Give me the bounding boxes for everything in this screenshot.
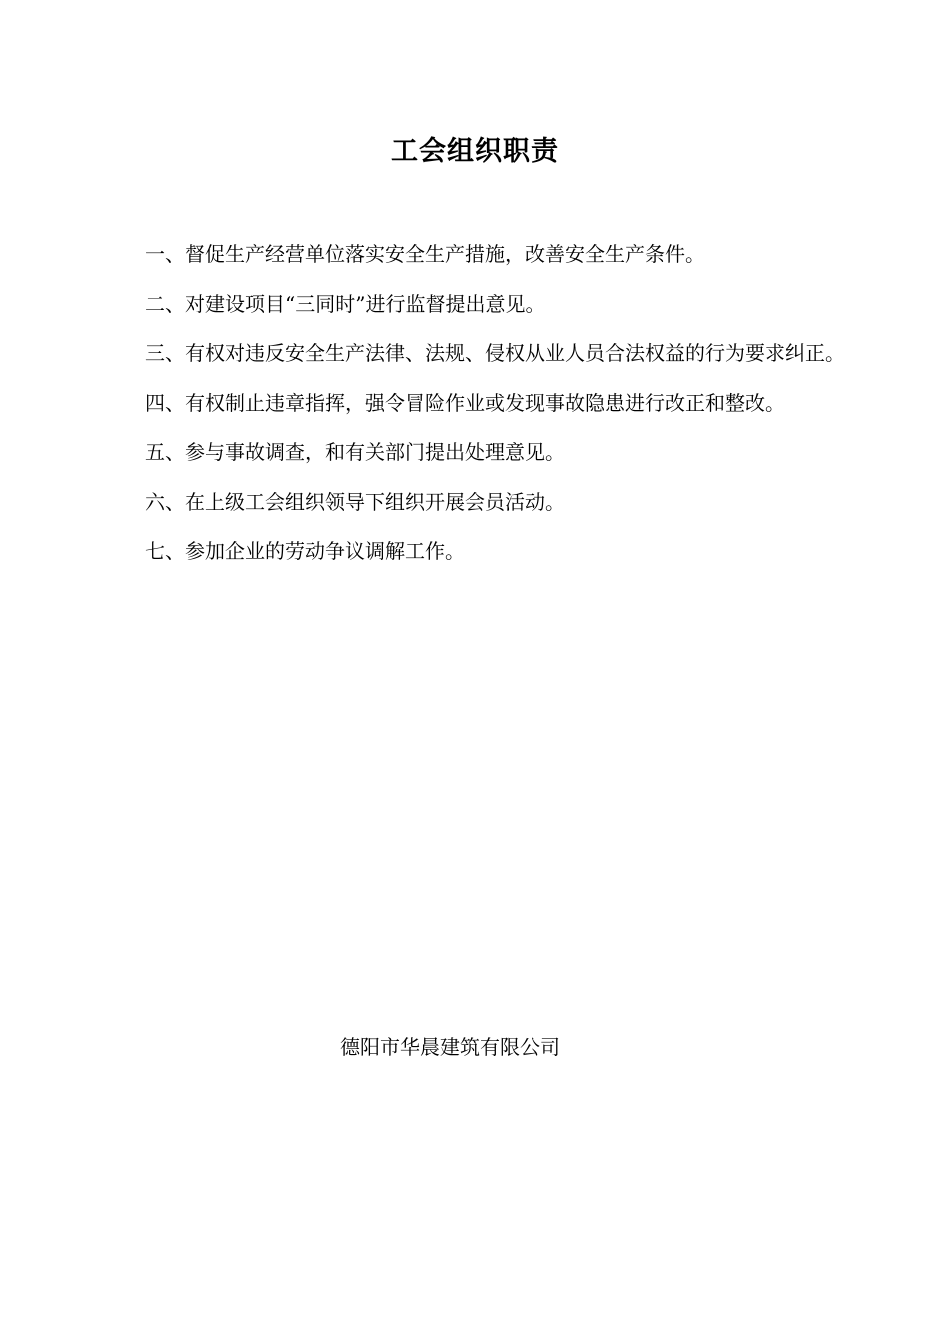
item-text: 在上级工会组织领导下组织开展会员活动。	[185, 489, 565, 514]
document-title: 工会组织职责	[391, 136, 559, 167]
list-item	[145, 230, 865, 280]
item-number: 三、	[145, 341, 185, 365]
item-text: 参与事故调查，和有关部门提出处理意见。	[185, 440, 565, 464]
company-name: 德阳市华晨建筑有限公司	[340, 1035, 560, 1059]
list-item	[145, 478, 865, 528]
item-text: 参加企业的劳动争议调解工作。	[185, 539, 465, 563]
item-text: 有权对违反安全生产法律、法规、侵权从业人员合法权益的行为要求纠正。	[185, 341, 845, 365]
list-item	[145, 379, 865, 429]
duty-list	[145, 230, 865, 577]
list-item	[145, 428, 865, 478]
list-item	[145, 527, 865, 577]
item-number: 二、	[145, 291, 185, 316]
item-text: 督促生产经营单位落实安全生产措施，改善安全生产条件。	[185, 242, 705, 266]
item-text: 对建设项目“三同时”进行监督提出意见。	[185, 291, 546, 316]
item-number: 五、	[145, 440, 185, 464]
list-item	[145, 280, 865, 330]
item-number: 六、	[145, 489, 185, 514]
item-text: 有权制止违章指挥，强令冒险作业或发现事故隐患进行改正和整改。	[185, 390, 785, 415]
list-item	[145, 329, 865, 379]
item-number: 四、	[145, 390, 185, 415]
item-number: 七、	[145, 539, 185, 563]
item-number: 一、	[145, 242, 185, 266]
